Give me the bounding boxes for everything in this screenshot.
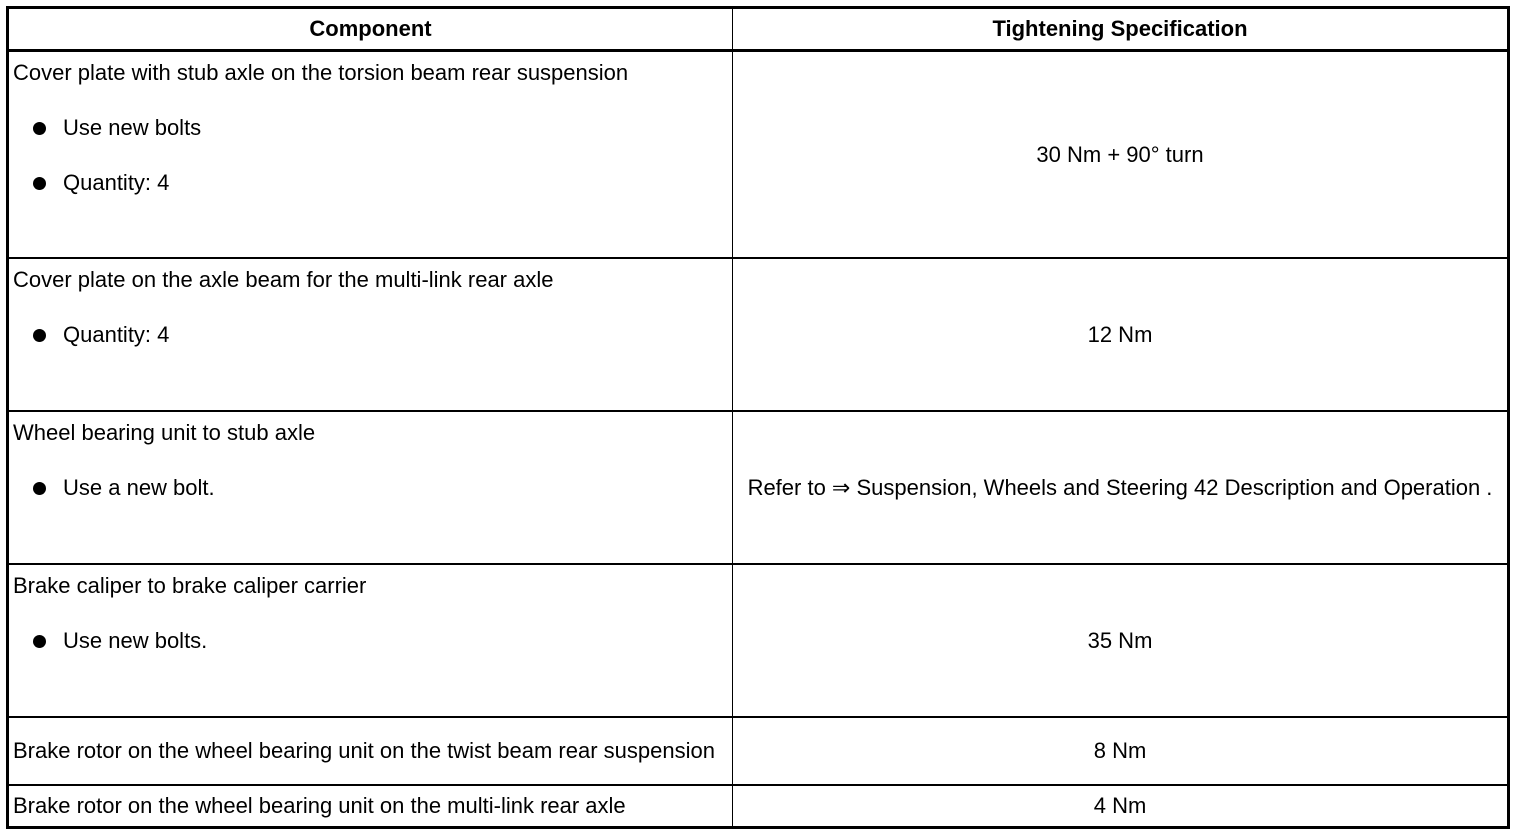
header-component: Component — [8, 8, 733, 51]
component-name: Cover plate on the axle beam for the multi-link rear axle — [13, 267, 554, 292]
table-header-row — [8, 8, 1509, 51]
component-notes — [13, 626, 732, 656]
table-row — [8, 51, 1509, 259]
component-cell — [8, 564, 733, 717]
component-notes — [13, 473, 732, 503]
component-cell — [8, 258, 733, 411]
bullet-icon — [33, 122, 46, 135]
note-text: Use new bolts — [63, 115, 202, 140]
bullet-icon — [33, 329, 46, 342]
component-name: Cover plate with stub axle on the torsion beam rear suspension — [13, 60, 629, 85]
spec-value: 30 Nm + 90° turn — [733, 51, 1509, 259]
note-item — [13, 626, 732, 656]
table-row — [8, 717, 1509, 785]
component-notes — [13, 320, 732, 350]
spec-value: 12 Nm — [733, 258, 1509, 411]
header-tightening-specification: Tightening Specification — [733, 8, 1509, 51]
note-text: Use new bolts. — [63, 628, 208, 653]
component-name: Wheel bearing unit to stub axle — [13, 420, 316, 445]
spec-value: 8 Nm — [733, 717, 1509, 785]
note-text: Quantity: 4 — [63, 170, 170, 195]
note-item — [13, 113, 732, 143]
note-item — [13, 168, 732, 198]
component-cell — [8, 51, 733, 259]
bullet-icon — [33, 635, 46, 648]
component-cell — [8, 411, 733, 564]
table-row — [8, 564, 1509, 717]
table-row — [8, 785, 1509, 828]
table-row — [8, 411, 1509, 564]
bullet-icon — [33, 177, 46, 190]
component-name: Brake rotor on the wheel bearing unit on the twist beam rear suspension — [13, 738, 715, 763]
note-text: Quantity: 4 — [63, 322, 170, 347]
component-cell — [8, 717, 733, 785]
spec-value: 4 Nm — [733, 785, 1509, 828]
component-cell — [8, 785, 733, 828]
component-notes — [13, 113, 732, 198]
table-row — [8, 258, 1509, 411]
note-item — [13, 320, 732, 350]
component-name: Brake rotor on the wheel bearing unit on the multi-link rear axle — [13, 793, 626, 818]
note-text: Use a new bolt. — [63, 475, 215, 500]
bullet-icon — [33, 482, 46, 495]
note-item — [13, 473, 732, 503]
spec-reference-link[interactable]: Refer to ⇒ Suspension, Wheels and Steering 42 Description and Operation . — [733, 411, 1509, 564]
tightening-spec-table — [6, 6, 1510, 829]
spec-value: 35 Nm — [733, 564, 1509, 717]
component-name: Brake caliper to brake caliper carrier — [13, 573, 367, 598]
